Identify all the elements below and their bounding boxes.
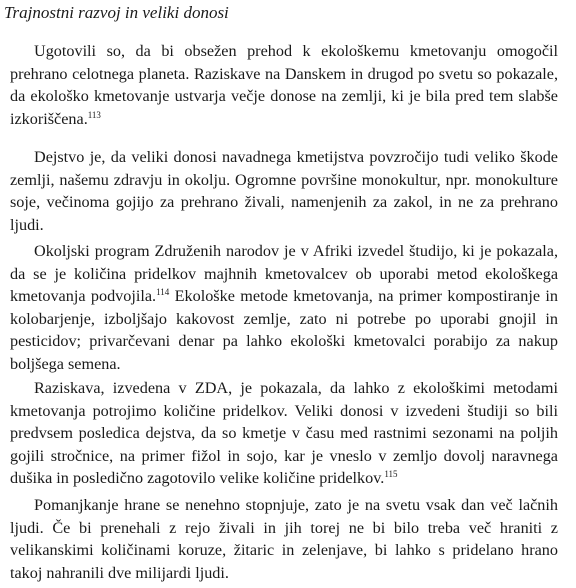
paragraph: [10, 240, 558, 376]
paragraph: [10, 494, 558, 584]
footnote-marker: 114: [156, 287, 170, 298]
paragraph-text: Raziskava, izvedena v ZDA, je pokazala, da lahko z ekološkimi metodami kmetovanja potrojimo količine pridelkov. Veliki donosi v izvedeni študiji so bili predvsem posledica dejstva, da so kmetje v času med rastnimi sezonami na poljih gojili stročnice, na primer fižol in sojo, kar je vneslo v zemljo dovolj naravnega dušika in posledično zagotovilo velike količine pridelkov.: [10, 379, 558, 488]
paragraph-text: Dejstvo je, da veliki donosi navadnega kmetijstva povzročijo tudi veliko škode zemlji, našemu zdravju in okolju. Ogromne površine monokultur, npr. monokulture soje, večinoma gojijo za prehrano živali, namenjenih za zakol, in ne za prehrano ljudi.: [10, 148, 558, 234]
paragraph-text: Ugotovili so, da bi obsežen prehod k ekološkemu kmetovanju omogočil prehrano celotnega planeta. Raziskave na Danskem in drugod po svetu so pokazale, da ekološko kmetovanje ustvarja večje donose na zemlji, ki je bila pred tem slabše izkoriščena.: [10, 42, 558, 128]
footnote-marker: 113: [87, 109, 101, 120]
paragraph-text: Ekološke metode kmetovanja, na primer kompostiranje in kolobarjenje, izboljšajo kakovost zemlje, zato ni potrebe po uporabi gnojil in pesticidov; privarčevani denar pa lahko ekološki kmetovalci porabijo za nakup boljšega semena.: [10, 287, 558, 373]
footnote-marker: 115: [384, 469, 398, 480]
paragraph: [10, 40, 558, 130]
paragraph-text: Pomanjkanje hrane se nenehno stopnjuje, zato je na svetu vsak dan več lačnih ljudi. Če bi prenehali z rejo živali in jih torej ne bi bilo treba več hraniti z velikanskimi količinami koruze, žitaric in zelenjave, bi lahko s pridelano hrano takoj nahranili dve milijardi ljudi.: [10, 496, 558, 582]
section-heading: Trajnostni razvoj in veliki donosi: [4, 3, 229, 22]
paragraph: [10, 377, 558, 490]
paragraph: [10, 146, 558, 236]
paragraph-text: Okoljski program Združenih narodov je v Afriki izvedel študijo, ki je pokazala, da se je količina pridelkov majhnih kmetovalcev ob uporabi metod ekološkega kmetovanja podvojila.: [10, 242, 558, 306]
